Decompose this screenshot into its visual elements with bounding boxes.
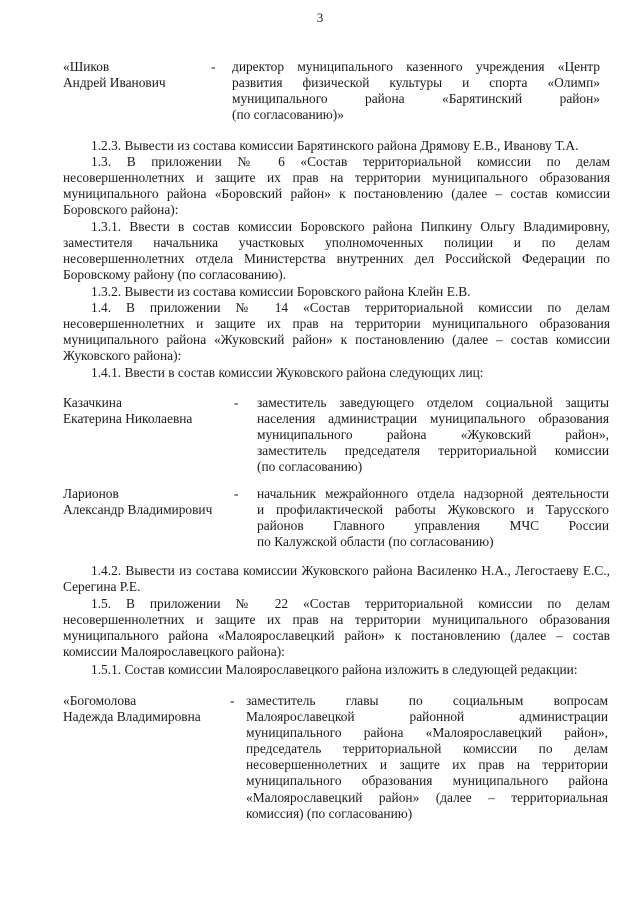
member-description: заместитель заведующего отделом социальной защиты населения администрации муниципального образования муниципального района «Жуковский район», заместитель председателя территориальной комиссии (по согласованию) [257,395,609,475]
paragraph-1-5-1: 1.5.1. Состав комиссии Малоярославецкого района изложить в следующей редакции: [91,662,578,677]
paragraph-1-4: 1.4. В приложении № 14 «Состав территориальной комиссии по делам несовершеннолетних и защите их прав на территории муниципального образования муниципального района «Жуковский район» к постановлению (далее – состав комиссии Жуковского района): [63,300,610,364]
member-name: «Богомолова Надежда Владимировна [63,693,201,725]
dash-separator: - [234,486,239,501]
member-name: «Шиков Андрей Иванович [63,59,166,91]
paragraph-1-3-1: 1.3.1. Ввести в состав комиссии Боровского района Пипкину Ольгу Владимировну, заместителя начальника участковых уполномоченных полиции и по делам несовершеннолетних отдела Министерства внутренних дел Российской Федерации по Боровскому району (по согласованию). [63,219,610,283]
paragraph-1-2-3: 1.2.3. Вывести из состава комиссии Барятинского района Дрямову Е.В., Иванову Т.А. [91,138,579,153]
member-description: директор муниципального казенного учреждения «Центр развития физической культуры и спорта «Олимп» муниципального района «Барятинский район» (по согласованию)» [232,59,600,123]
paragraph-1-4-1: 1.4.1. Ввести в состав комиссии Жуковского района следующих лиц: [91,365,484,380]
paragraph-1-3-2: 1.3.2. Вывести из состава комиссии Боровского района Клейн Е.В. [91,284,471,299]
member-description: начальник межрайонного отдела надзорной деятельности и профилактической работы Жуковского и Тарусского районов Главного управления МЧС России по Калужской области (по согласованию) [257,486,609,550]
paragraph-1-4-2: 1.4.2. Вывести из состава комиссии Жуковского района Василенко Н.А., Легостаеву Е.С., Серегина Р.Е. [63,563,610,595]
dash-separator: - [230,693,235,708]
paragraph-1-3: 1.3. В приложении № 6 «Состав территориальной комиссии по делам несовершеннолетних и защите их прав на территории муниципального образования муниципального района «Боровский район» к постановлению (далее – состав комиссии Боровского района): [63,154,610,218]
member-name: Ларионов Александр Владимирович [63,486,213,518]
member-name: Казачкина Екатерина Николаевна [63,395,193,427]
dash-separator: - [211,59,216,74]
dash-separator: - [234,395,239,410]
member-description: заместитель главы по социальным вопросам Малоярославецкой районной администрации муниципального района «Малоярославецкий район», председатель территориальной комиссии по делам несовершеннолетних и защите их прав на территории муниципального образования муниципального района «Малоярославецкий район» (далее – территориальная комиссия) (по согласованию) [246,693,608,821]
page-number: 3 [316,10,324,25]
paragraph-1-5: 1.5. В приложении № 22 «Состав территориальной комиссии по делам несовершеннолетних и защите их прав на территории муниципального образования муниципального района «Малоярославецкий район» к постановлению (далее – состав комиссии Малоярославецкого района): [63,596,610,660]
